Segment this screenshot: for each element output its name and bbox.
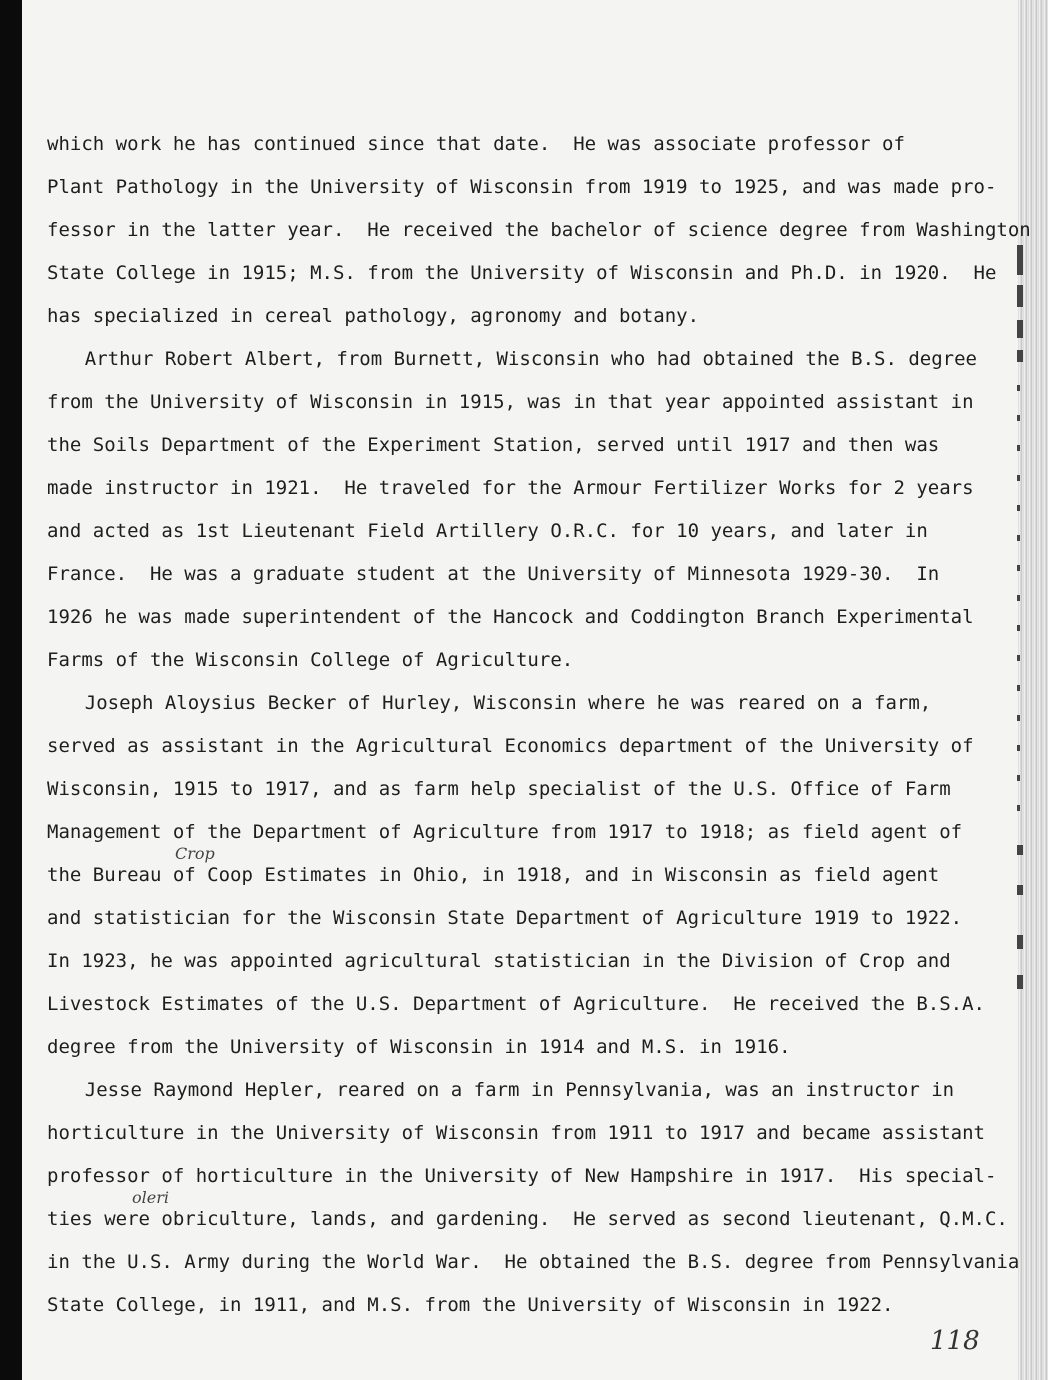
text-line: 1926 he was made superintendent of the Hancock and Coddington Branch Experimental bbox=[47, 606, 974, 628]
text-line: made instructor in 1921. He traveled for the Armour Fertilizer Works for 2 years bbox=[47, 477, 974, 499]
document-page bbox=[22, 0, 1048, 1380]
scan-binding-edge bbox=[0, 0, 22, 1380]
text-line: professor of horticulture in the University of New Hampshire in 1917. His special- bbox=[47, 1165, 997, 1187]
handwritten-correction-crop: Crop bbox=[175, 844, 215, 863]
text-line: ties were obriculture, lands, and gardening. He served as second lieutenant, Q.M.C. bbox=[47, 1208, 1008, 1230]
text-line: from the University of Wisconsin in 1915, was in that year appointed assistant in bbox=[47, 391, 974, 413]
page-number: 118 bbox=[930, 1326, 980, 1356]
text-line: horticulture in the University of Wisconsin from 1911 to 1917 and became assistant bbox=[47, 1122, 985, 1144]
text-line: State College, in 1911, and M.S. from the University of Wisconsin in 1922. bbox=[47, 1294, 894, 1316]
text-line: degree from the University of Wisconsin in 1914 and M.S. in 1916. bbox=[47, 1036, 791, 1058]
text-line: In 1923, he was appointed agricultural statistician in the Division of Crop and bbox=[47, 950, 951, 972]
text-line: in the U.S. Army during the World War. He obtained the B.S. degree from Pennsylvania bbox=[47, 1251, 1020, 1273]
handwritten-correction-oleri: oleri bbox=[132, 1188, 169, 1207]
text-line: and acted as 1st Lieutenant Field Artillery O.R.C. for 10 years, and later in bbox=[47, 520, 928, 542]
text-line: served as assistant in the Agricultural Economics department of the University of bbox=[47, 735, 974, 757]
text-line: fessor in the latter year. He received the bachelor of science degree from Washington bbox=[47, 219, 1031, 241]
text-line: Jesse Raymond Hepler, reared on a farm in Pennsylvania, was an instructor in bbox=[39, 1079, 955, 1101]
text-line: Livestock Estimates of the U.S. Department of Agriculture. He received the B.S.A. bbox=[47, 993, 985, 1015]
text-line: Joseph Aloysius Becker of Hurley, Wisconsin where he was reared on a farm, bbox=[39, 692, 932, 714]
text-line: Plant Pathology in the University of Wisconsin from 1919 to 1925, and was made pro- bbox=[47, 176, 997, 198]
text-line: the Soils Department of the Experiment Station, served until 1917 and then was bbox=[47, 434, 940, 456]
margin-bleed-marks bbox=[1007, 245, 1047, 1005]
text-line: Management of the Department of Agriculture from 1917 to 1918; as field agent of bbox=[47, 821, 963, 843]
text-line: Wisconsin, 1915 to 1917, and as farm help specialist of the U.S. Office of Farm bbox=[47, 778, 951, 800]
text-line: has specialized in cereal pathology, agronomy and botany. bbox=[47, 305, 700, 327]
text-line: the Bureau of Coop Estimates in Ohio, in 1918, and in Wisconsin as field agent bbox=[47, 864, 940, 886]
text-line: which work he has continued since that date. He was associate professor of bbox=[47, 133, 905, 155]
text-line: France. He was a graduate student at the University of Minnesota 1929-30. In bbox=[47, 563, 940, 585]
text-line: and statistician for the Wisconsin State Department of Agriculture 1919 to 1922. bbox=[47, 907, 963, 929]
text-line: Arthur Robert Albert, from Burnett, Wisconsin who had obtained the B.S. degree bbox=[39, 348, 977, 370]
text-line: Farms of the Wisconsin College of Agriculture. bbox=[47, 649, 574, 671]
text-line: State College in 1915; M.S. from the University of Wisconsin and Ph.D. in 1920. He bbox=[47, 262, 997, 284]
